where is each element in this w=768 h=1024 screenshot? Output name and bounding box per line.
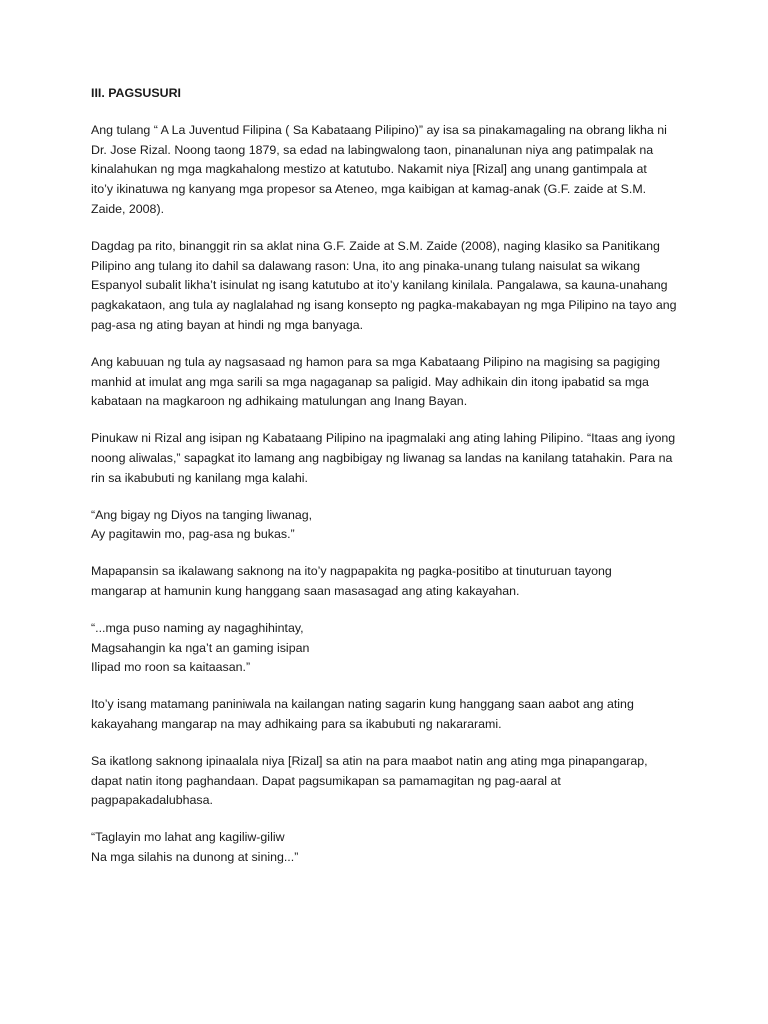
- text-line: Dagdag pa rito, binanggit rin sa aklat nina G.F. Zaide at S.M. Zaide (2008), naging klasiko sa Panitikang: [91, 238, 660, 253]
- text-line: kakayahang mangarap na may adhikaing para sa ikabubuti ng nakararami.: [91, 716, 502, 731]
- text-line: kinalahukan ng mga magkahalong mestizo at katutubo. Nakamit niya [Rizal] ang unang gantimpala at: [91, 162, 647, 177]
- text-line: kabataan na magkaroon ng adhikaing matulungan ang Inang Bayan.: [91, 394, 468, 409]
- text-line: manhid at imulat ang mga sarili sa mga nagaganap sa paligid. May adhikain din itong ipabatid sa mga: [91, 374, 649, 389]
- text-line: Ay pagitawin mo, pag-asa ng bukas.”: [91, 527, 295, 542]
- text-line: Ang tulang “ A La Juventud Filipina ( Sa Kabataang Pilipino)” ay isa sa pinakamagaling na obrang likha ni: [91, 122, 667, 137]
- text-line: “Taglayin mo lahat ang kagiliw-giliw: [91, 830, 285, 845]
- paragraph: [91, 353, 691, 412]
- text-line: pagkakataon, ang tula ay naglalahad ng isang konsepto ng pagka-makabayan ng mga Pilipino na tayo ang: [91, 298, 677, 313]
- text-line: Ito’y isang matamang paniniwala na kailangan nating sagarin kung hanggang saan aabot ang ating: [91, 697, 634, 712]
- text-line: Pinukaw ni Rizal ang isipan ng Kabataang Pilipino na ipagmalaki ang ating lahing Pilipino. “Itaas ang iyong: [91, 431, 676, 446]
- paragraph: [91, 121, 691, 220]
- text-line: noong aliwalas,” sapagkat ito lamang ang nagbibigay ng liwanag sa landas na kanilang tatahakin. Para na: [91, 450, 673, 465]
- text-line: Magsahangin ka nga’t an gaming isipan: [91, 640, 310, 655]
- paragraph: [91, 506, 691, 546]
- text-line: pagpapakadalubhasa.: [91, 793, 213, 808]
- paragraph: [91, 695, 691, 735]
- document-body: [91, 84, 691, 885]
- text-line: Sa ikatlong saknong ipinaalala niya [Rizal] sa atin na para maabot natin ang ating mga pinapangarap,: [91, 753, 648, 768]
- text-line: “Ang bigay ng Diyos na tanging liwanag,: [91, 507, 313, 522]
- text-line: Zaide, 2008).: [91, 201, 165, 216]
- text-line: Ilipad mo roon sa kaitaasan.”: [91, 660, 251, 675]
- paragraph: [91, 828, 691, 868]
- text-line: ito’y ikinatuwa ng kanyang mga propesor sa Ateneo, mga kaibigan at kamag-anak (G.F. zaide at S.M.: [91, 182, 647, 197]
- paragraph: [91, 237, 691, 336]
- text-line: mangarap at hamunin kung hanggang saan masasagad ang ating kakayahan.: [91, 583, 520, 598]
- text-line: Na mga silahis na dunong at sining...”: [91, 849, 299, 864]
- paragraph: [91, 752, 691, 811]
- text-line: Dr. Jose Rizal. Noong taong 1879, sa edad na labingwalong taon, pinanalunan niya ang patimpalak na: [91, 142, 654, 157]
- text-line: Espanyol subalit likha’t isinulat ng isang katutubo at ito’y kanilang kinilala. Pangalawa, sa kauna-unahang: [91, 278, 668, 293]
- section-heading: III. PAGSUSURI: [91, 86, 181, 100]
- text-line: dapat natin itong paghandaan. Dapat pagsumikapan sa pamamagitan ng pag-aaral at: [91, 773, 561, 788]
- paragraph-list: [91, 121, 691, 868]
- paragraph: [91, 429, 691, 488]
- text-line: rin sa ikabubuti ng kanilang mga kalahi.: [91, 470, 308, 485]
- text-line: Ang kabuuan ng tula ay nagsasaad ng hamon para sa mga Kabataang Pilipino na magising sa pagiging: [91, 354, 661, 369]
- text-line: Mapapansin sa ikalawang saknong na ito’y nagpapakita ng pagka-positibo at tinuturuan tayong: [91, 564, 612, 579]
- text-line: “...mga puso naming ay nagaghihintay,: [91, 620, 304, 635]
- text-line: pag-asa ng ating bayan at hindi ng mga banyaga.: [91, 317, 364, 332]
- paragraph: [91, 619, 691, 678]
- paragraph: [91, 562, 691, 602]
- text-line: Pilipino ang tulang ito dahil sa dalawang rason: Una, ito ang pinaka-unang tulang naisulat sa wikang: [91, 258, 641, 273]
